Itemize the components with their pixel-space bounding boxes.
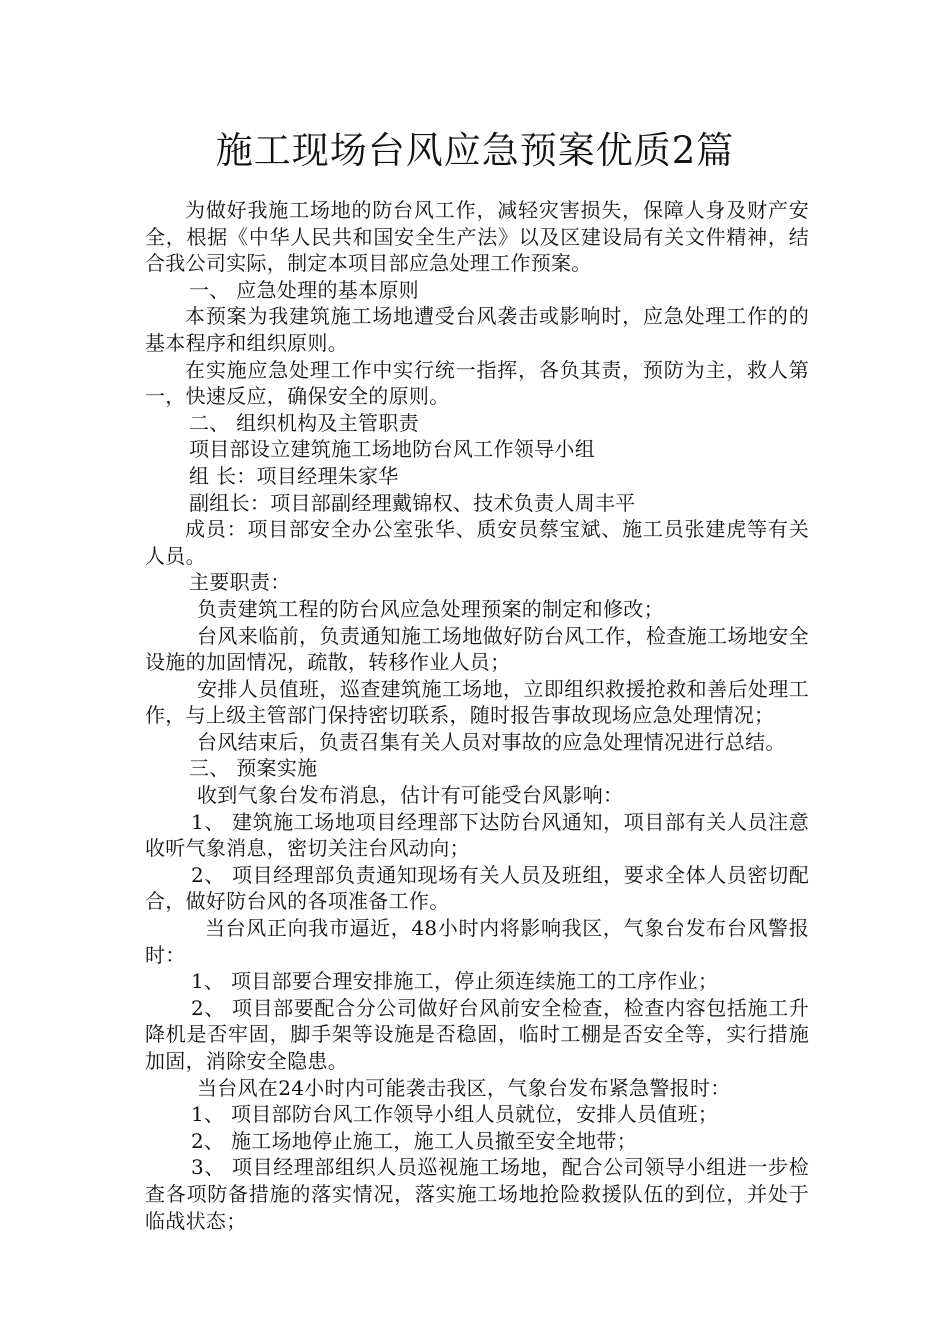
paragraph: 当台风正向我市逼近，48小时内将影响我区，气象台发布台风警报时： <box>145 916 809 967</box>
list-item: 2、 项目经理部负责通知现场有关人员及班组，要求全体人员密切配合，做好防台风的各项准备工作。 <box>145 862 809 914</box>
paragraph: 项目部设立建筑施工场地防台风工作领导小组 <box>189 437 595 462</box>
list-item: 2、 项目部要配合分公司做好台风前安全检查，检查内容包括施工升降机是否牢固，脚手架等设施是否稳固，临时工棚是否安全等，实行措施加固，消除安全隐患。 <box>145 995 809 1073</box>
paragraph: 本预案为我建筑施工场地遭受台风袭击或影响时，应急处理工作的的基本程序和组织原则。 <box>145 304 809 355</box>
paragraph: 台风结束后，负责召集有关人员对事故的应急处理情况进行总结。 <box>197 729 786 754</box>
paragraph: 主要职责： <box>189 570 291 595</box>
list-item: 1、 项目部要合理安排施工，停止须连续施工的工序作业； <box>191 969 719 994</box>
list-item: 1、 建筑施工场地项目经理部下达防台风通知，项目部有关人员注意收听气象消息，密切关注台风动向； <box>145 809 809 861</box>
paragraph: 负责建筑工程的防台风应急处理预案的制定和修改； <box>197 596 664 621</box>
list-item: 1、 项目部防台风工作领导小组人员就位，安排人员值班； <box>191 1102 719 1127</box>
paragraph: 成员：项目部安全办公室张华、质安员蔡宝斌、施工员张建虎等有关人员。 <box>145 517 809 568</box>
section-heading: 二、 组织机构及主管职责 <box>189 410 419 435</box>
section-heading: 三、 预案实施 <box>189 756 318 781</box>
section-heading: 一、 应急处理的基本原则 <box>189 277 419 302</box>
list-item: 2、 施工场地停止施工，施工人员撤至安全地带； <box>191 1128 637 1153</box>
paragraph: 当台风在24小时内可能袭击我区，气象台发布紧急警报时： <box>197 1075 731 1100</box>
paragraph: 副组长：项目部副经理戴锦权、技术负责人周丰平 <box>189 490 636 515</box>
paragraph: 在实施应急处理工作中实行统一指挥，各负其责，预防为主，救人第一，快速反应，确保安全的原则。 <box>145 357 809 409</box>
paragraph: 为做好我施工场地的防台风工作，减轻灾害损失，保障人身及财产安全，根据《中华人民共和国安全生产法》以及区建设局有关文件精神，结合我公司实际，制定本项目部应急处理工作预案。 <box>145 198 809 276</box>
document-title: 施工现场台风应急预案优质2篇 <box>215 129 735 172</box>
list-item: 3、 项目经理部组织人员巡视施工场地，配合公司领导小组进一步检查各项防备措施的落实情况，落实施工场地抢险救援队伍的到位，并处于临战状态； <box>145 1155 809 1233</box>
document-body <box>145 197 809 1234</box>
paragraph: 台风来临前，负责通知施工场地做好防台风工作，检查施工场地安全设施的加固情况，疏散，转移作业人员； <box>145 623 809 675</box>
paragraph: 收到气象台发布消息，估计有可能受台风影响： <box>197 783 624 808</box>
paragraph: 组 长：项目经理朱家华 <box>189 463 399 488</box>
paragraph: 安排人员值班，巡查建筑施工场地，立即组织救援抢救和善后处理工作，与上级主管部门保持密切联系，随时报告事故现场应急处理情况； <box>145 676 809 728</box>
